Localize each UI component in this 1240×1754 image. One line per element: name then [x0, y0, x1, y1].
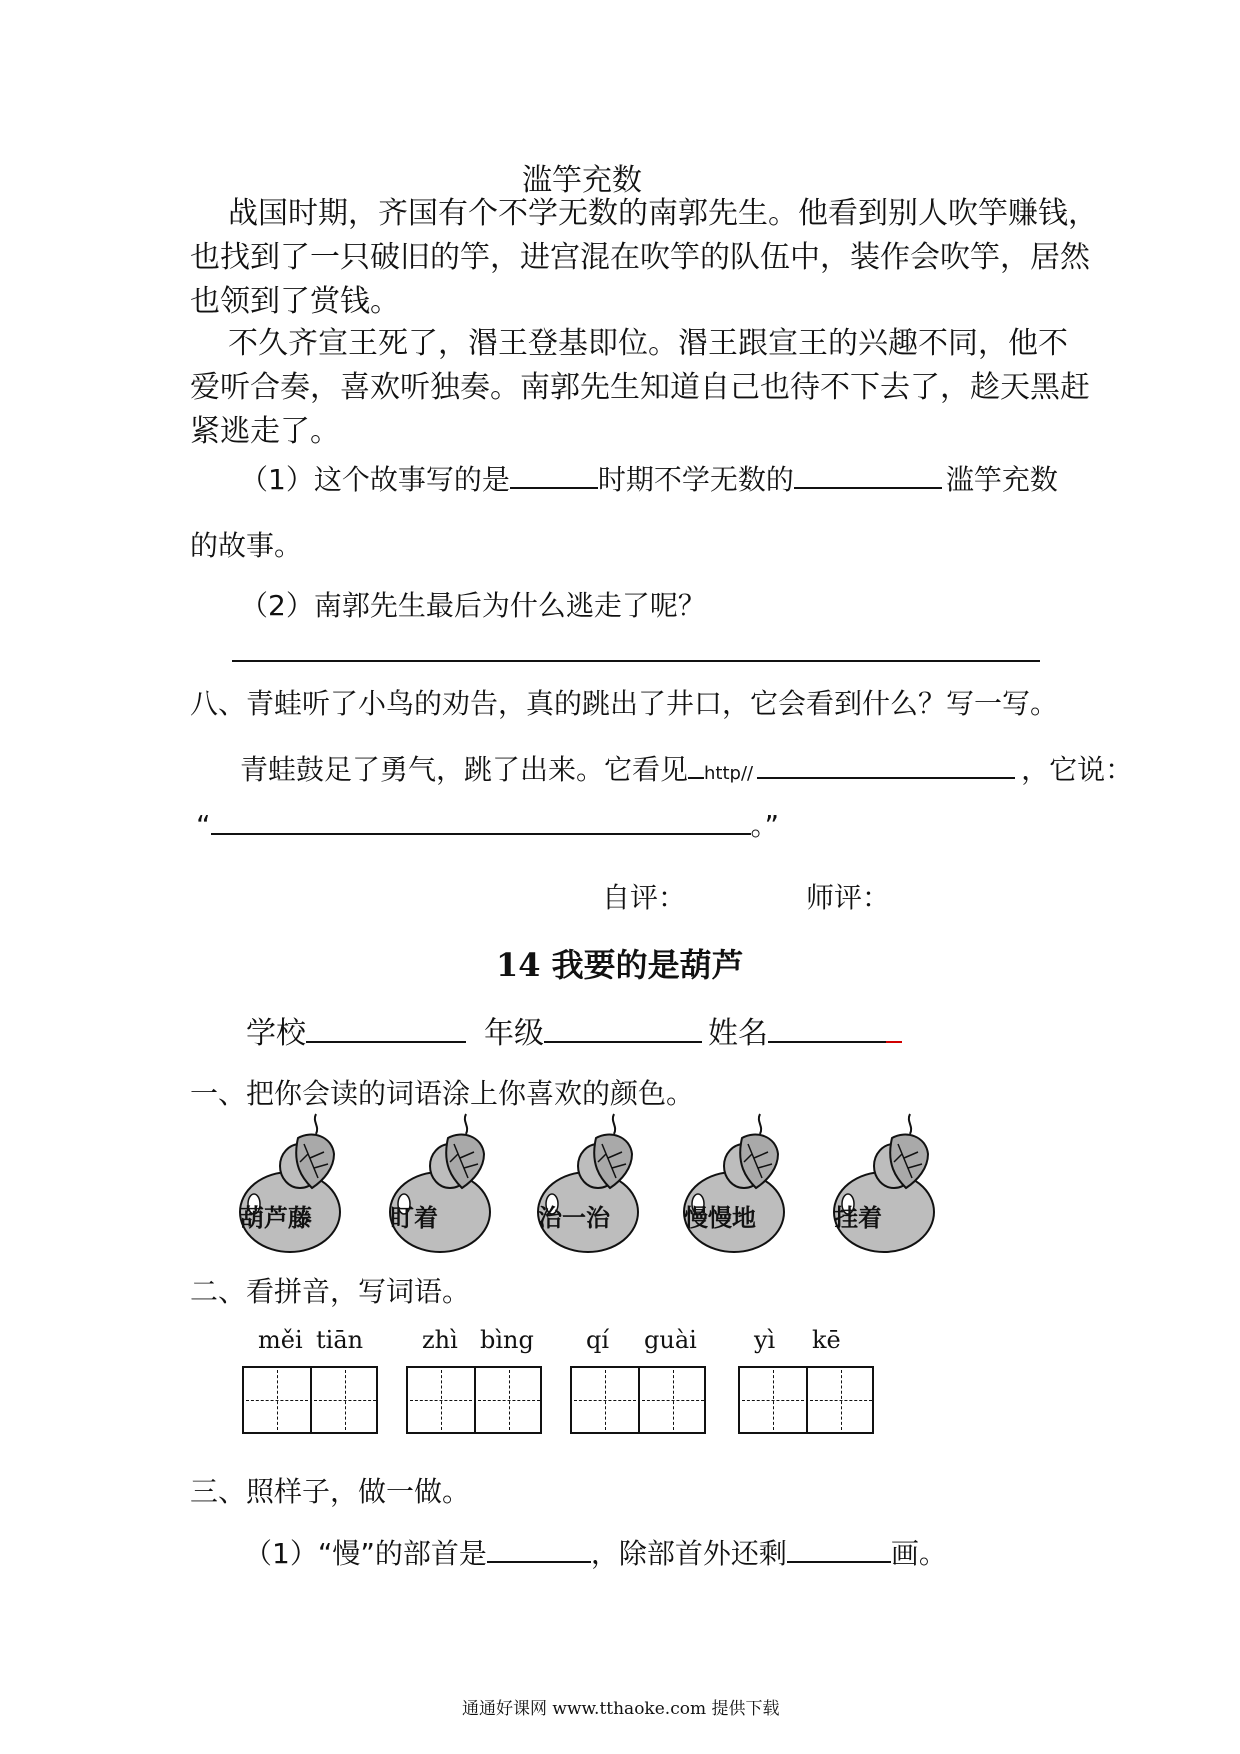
student-info-row: [246, 1008, 902, 1052]
writing-grid-4[interactable]: [738, 1366, 874, 1434]
answer-blank-says[interactable]: [211, 809, 751, 835]
answer-blank-sees[interactable]: [757, 753, 1015, 779]
grade-field[interactable]: [544, 1017, 702, 1043]
writing-cell[interactable]: [572, 1368, 638, 1432]
gourd-word-5[interactable]: [822, 1108, 952, 1258]
pinyin-syllable: kē: [812, 1326, 841, 1354]
pinyin-syllable: měi: [258, 1326, 303, 1354]
gourd-icon: [228, 1108, 358, 1258]
writing-grid-2[interactable]: [406, 1366, 542, 1434]
part-2-heading: 二、看拼音，写词语。: [190, 1275, 471, 1308]
gourd-word-1[interactable]: [228, 1108, 358, 1258]
writing-cell[interactable]: [740, 1368, 806, 1432]
writing-cell[interactable]: [474, 1368, 542, 1432]
part-3-q1-end: 画。: [890, 1537, 947, 1570]
blank-lead: [688, 753, 704, 779]
radical-blank[interactable]: [487, 1537, 591, 1563]
gourd-icon: [822, 1108, 952, 1258]
writing-cell[interactable]: [806, 1368, 874, 1432]
gourd-icon: [526, 1108, 656, 1258]
school-label: 学校: [246, 1016, 306, 1051]
story-paragraph-2-line-2: 爱听合奏，喜欢听独奏。南郭先生知道自己也待不下去了，趁天黑赶: [190, 370, 1090, 405]
question-1: [240, 458, 1058, 498]
section-8-prefix: 青蛙鼓足了勇气，跳了出来。它看见: [240, 753, 689, 786]
answer-blank-person[interactable]: [794, 463, 942, 489]
story-paragraph-2-line-3: 紧逃走了。: [190, 414, 340, 449]
pinyin-syllable: yì: [754, 1326, 776, 1354]
writing-grid-1[interactable]: [242, 1366, 378, 1434]
lesson-title: 14 我要的是葫芦: [496, 946, 744, 984]
writing-cell[interactable]: [408, 1368, 474, 1432]
story-paragraph-1-line-3: 也领到了赏钱。: [190, 284, 400, 319]
gourd-word-2[interactable]: [378, 1108, 508, 1258]
gourd-word-label: 挂着: [834, 1205, 882, 1232]
section-8-heading: 八、青蛙听了小鸟的劝告，真的跳出了井口，它会看到什么？写一写。: [190, 687, 1059, 720]
section-8-quote: [196, 804, 779, 844]
pinyin-syllable: tiān: [316, 1326, 364, 1354]
question-1-middle: 时期不学无数的: [597, 463, 794, 496]
part-1-heading: 一、把你会读的词语涂上你喜欢的颜色。: [190, 1077, 695, 1110]
footer-text: 通通好课网 www.tthaoke.com 提供下载: [462, 1699, 780, 1719]
story-paragraph-2-line-1: 不久齐宣王死了，湣王登基即位。湣王跟宣王的兴趣不同，他不: [228, 326, 1068, 361]
writing-cell[interactable]: [244, 1368, 310, 1432]
section-8-sentence: [240, 748, 1133, 788]
red-mark: [886, 1017, 902, 1043]
pinyin-syllable: guài: [644, 1326, 697, 1354]
writing-cell[interactable]: [638, 1368, 706, 1432]
part-3-heading: 三、照样子，做一做。: [190, 1475, 471, 1508]
question-1-end: 的故事。: [190, 529, 303, 562]
gourd-icon: [672, 1108, 802, 1258]
question-1-prefix: （1）这个故事写的是: [240, 463, 510, 496]
grade-label: 年级: [484, 1016, 544, 1051]
pinyin-syllable: zhì: [422, 1326, 458, 1354]
question-2: （2）南郭先生最后为什么逃走了呢？: [240, 589, 706, 622]
gourd-word-label: 慢慢地: [684, 1205, 756, 1232]
section-8-url-text: http//: [704, 763, 754, 784]
gourd-word-label: 葫芦藤: [240, 1205, 312, 1232]
gourd-word-3[interactable]: [526, 1108, 656, 1258]
name-field[interactable]: [768, 1017, 886, 1043]
quote-close: 。”: [750, 809, 780, 842]
part-3-q1-prefix: （1）“慢”的部首是: [244, 1537, 487, 1570]
answer-blank-era[interactable]: [510, 463, 598, 489]
story-title: 滥竽充数: [522, 163, 642, 198]
writing-grid-3[interactable]: [570, 1366, 706, 1434]
section-8-says: ，它说：: [1021, 753, 1134, 786]
self-evaluation-label: 自评：: [602, 881, 687, 914]
teacher-evaluation-label: 师评：: [806, 881, 891, 914]
pinyin-syllable: bìng: [480, 1326, 534, 1354]
school-field[interactable]: [306, 1017, 466, 1043]
story-paragraph-1-line-1: 战国时期，齐国有个不学无数的南郭先生。他看到别人吹竽赚钱，: [228, 196, 1098, 231]
gourd-word-label: 盯着: [390, 1205, 438, 1232]
gourd-word-4[interactable]: [672, 1108, 802, 1258]
gourd-word-label: 治一治: [538, 1205, 610, 1232]
question-1-idiom: 滥竽充数: [945, 463, 1058, 496]
part-3-q1-middle: ，除部首外还剩: [590, 1537, 787, 1570]
writing-cell[interactable]: [310, 1368, 378, 1432]
quote-open: “: [196, 809, 211, 842]
story-paragraph-1-line-2: 也找到了一只破旧的竽，进宫混在吹竽的队伍中，装作会吹竽，居然: [190, 240, 1090, 275]
gourd-icon: [378, 1108, 508, 1258]
strokes-blank[interactable]: [787, 1537, 891, 1563]
pinyin-syllable: qí: [586, 1326, 610, 1354]
answer-line-question-2[interactable]: [232, 660, 1040, 662]
name-label: 姓名: [708, 1016, 768, 1051]
part-3-question-1: [244, 1532, 947, 1572]
